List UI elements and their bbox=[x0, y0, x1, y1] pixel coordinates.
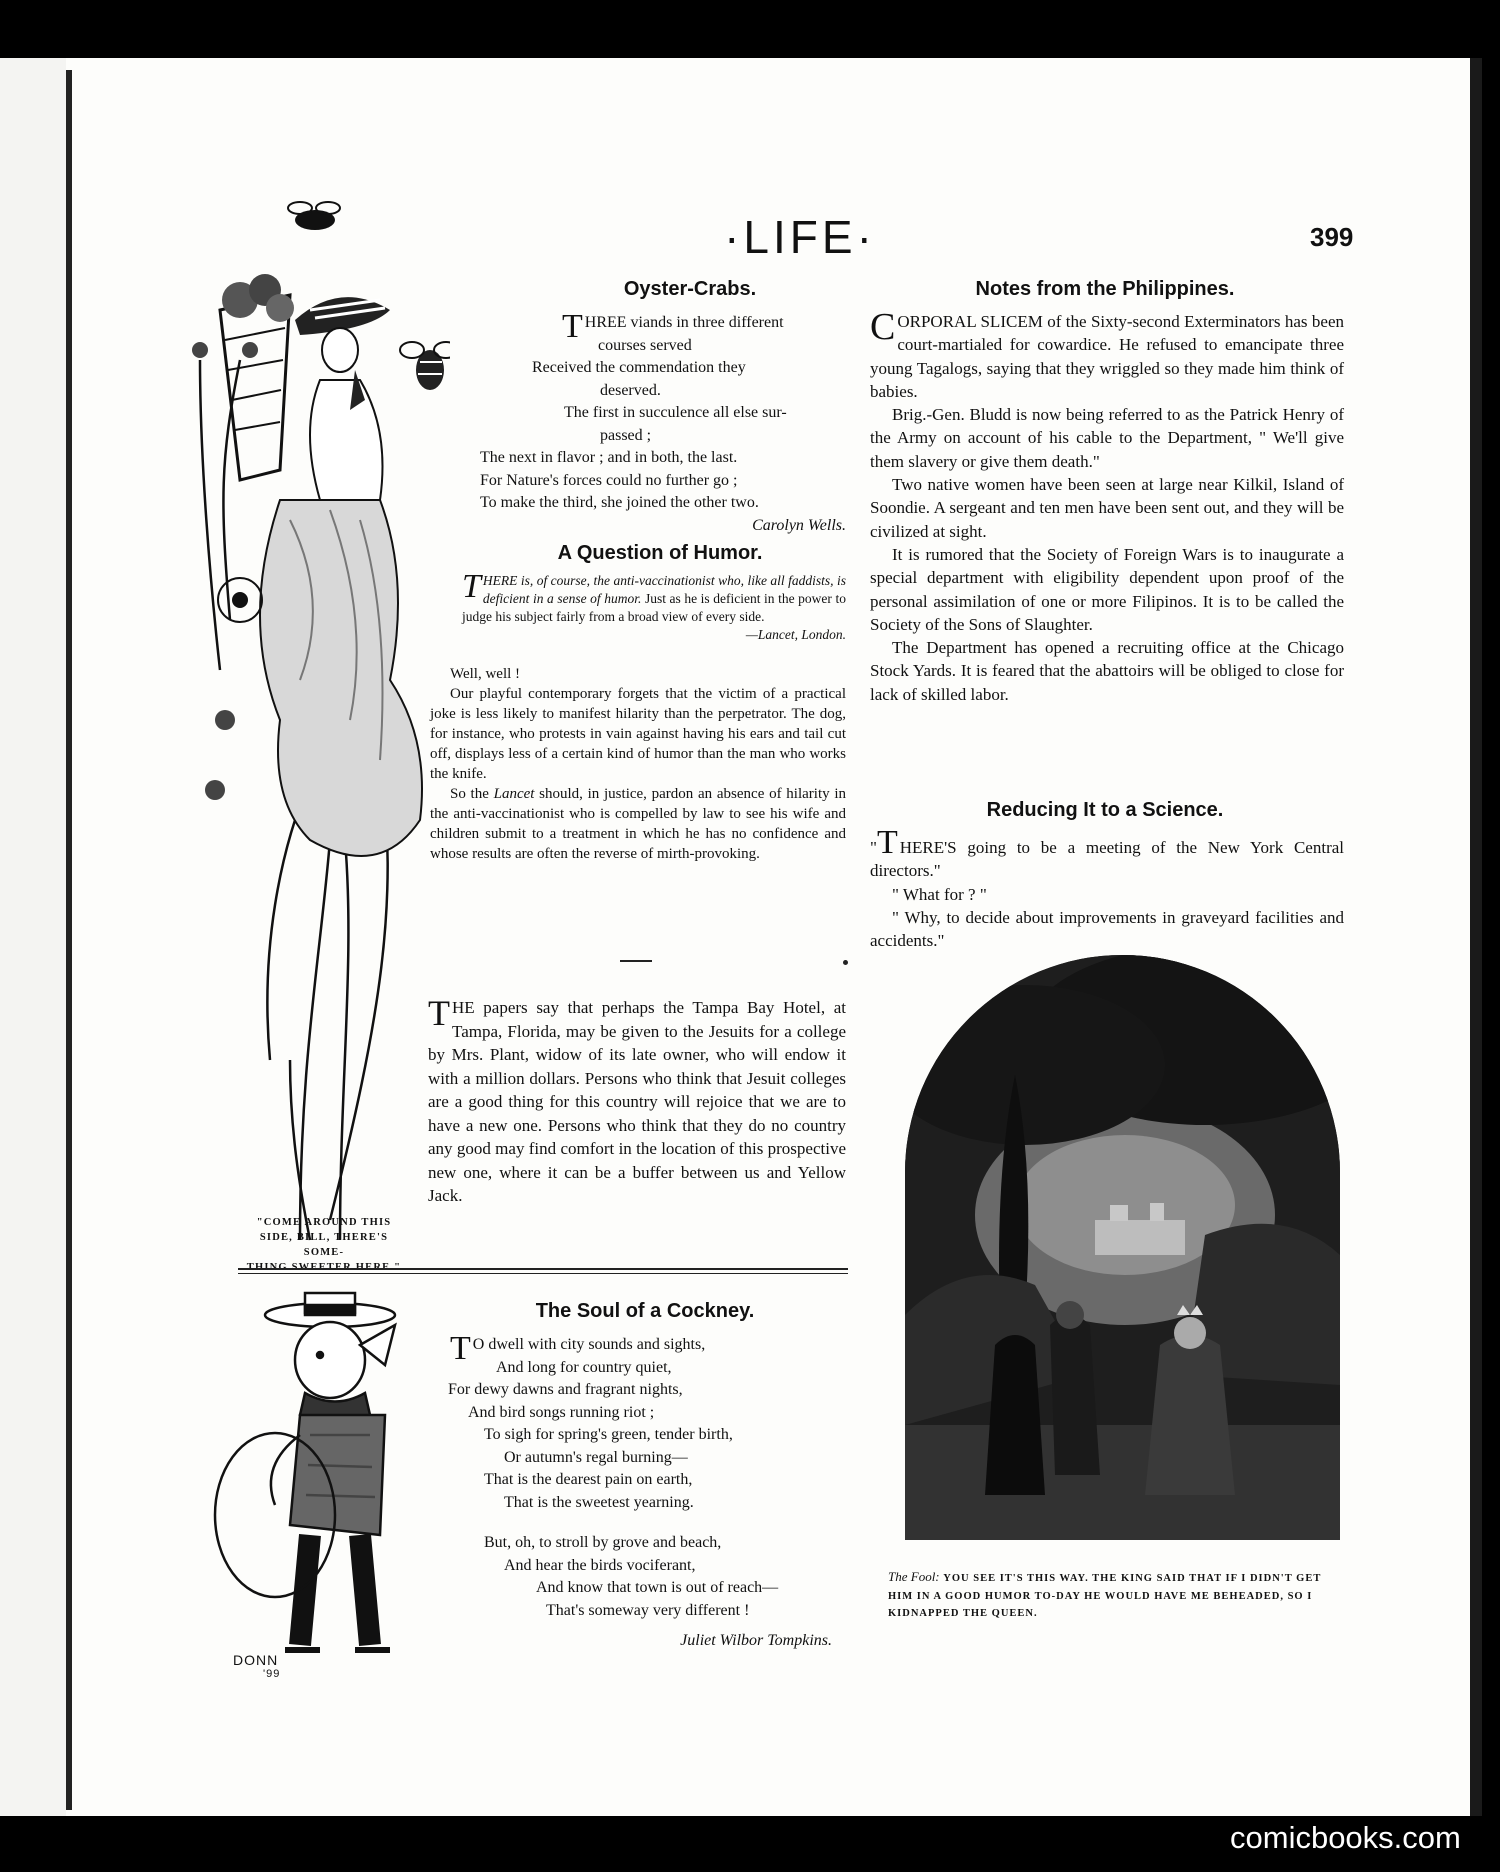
page-number: 399 bbox=[1310, 222, 1354, 252]
poem-line: For dewy dawns and fragrant nights, bbox=[448, 1381, 683, 1398]
caption-line: SIDE, BILL, THERE'S SOME- bbox=[259, 1232, 389, 1258]
poem-line: courses served bbox=[598, 336, 692, 354]
poem-line: Received the commendation they bbox=[532, 359, 746, 376]
poem-line: deserved. bbox=[600, 381, 661, 399]
dropcap: T bbox=[462, 568, 481, 605]
science-title: Reducing It to a Science. bbox=[986, 799, 1224, 821]
poem-line: The first in succulence all else sur- bbox=[564, 404, 787, 421]
paragraph: Brig.-Gen. Bludd is now being referred to as the Patrick Henry of the Army on account of his cable to the Department, " We'll give them slavery or give them death." bbox=[870, 405, 1344, 471]
paragraph: " What for ? " bbox=[892, 884, 987, 904]
cockney-title: The Soul of a Cockney. bbox=[535, 1300, 755, 1322]
poem-line: That is the dearest pain on earth, bbox=[484, 1471, 693, 1488]
paragraph: Our playful contemporary forgets that the victim of a practical joke is less likely to manifest hilarity than the perpetrator. The dog, for instance, who protests in vain against having his ears and tail cut off, displays less of a certain kind of humor than the man who works the knife. bbox=[430, 686, 846, 782]
poem-line: Or autumn's regal burning— bbox=[504, 1448, 688, 1466]
lancet-italic: Lancet bbox=[493, 786, 535, 802]
dropcap: T bbox=[428, 993, 450, 1033]
column-rule bbox=[238, 1268, 848, 1270]
caption-speaker: The Fool: bbox=[888, 1569, 940, 1584]
fool-caption bbox=[888, 1568, 1348, 1623]
philippines-body bbox=[870, 306, 1344, 706]
paragraph: " Why, to decide about improvements in graveyard facilities and accidents." bbox=[870, 907, 1344, 951]
signature-name: DONN bbox=[233, 1652, 279, 1668]
paragraph: The Department has opened a recruiting office at the Chicago Stock Yards. It is feared that the abattoirs will be obliged to close for lack of skilled labor. bbox=[870, 638, 1344, 704]
fool-king-queen-illustration bbox=[905, 955, 1340, 1540]
open-quote: " bbox=[870, 838, 877, 857]
humor-title: A Question of Humor. bbox=[557, 542, 763, 564]
text: should, in justice, pardon an absence of hilarity in the anti-vaccinationist who is compelled by law to see his wife and children submit to a treatment in which he has no confidence and whose results are often the reverse of mirth-provoking. bbox=[430, 786, 846, 862]
dropcap: T bbox=[450, 1330, 471, 1367]
paragraph: It is rumored that the Society of Foreign Wars is to inaugurate a special department with eligibility dependent upon proof of the personal assimilation of one or more Filipinos. It is to be called the Society of the Sons of Slaughter. bbox=[870, 544, 1344, 634]
poem-author: Juliet Wilbor Tompkins. bbox=[680, 1632, 832, 1649]
philippines-title: Notes from the Philippines. bbox=[975, 278, 1235, 300]
caption-line: "COME AROUND THIS bbox=[256, 1217, 392, 1228]
poem-line: passed ; bbox=[600, 426, 652, 444]
humor-quote bbox=[432, 568, 846, 644]
paragraph: Two native women have been seen at large near Kilkil, Island of Soondie. A sergeant and ten men have been sent out, and they will be civilized at sight. bbox=[870, 475, 1344, 541]
poem-line: That's someway very different ! bbox=[546, 1601, 750, 1619]
dot-mark bbox=[843, 960, 848, 965]
science-body bbox=[870, 824, 1344, 952]
poem-line: That is the sweetest yearning. bbox=[504, 1493, 694, 1511]
column-rule-thin bbox=[238, 1273, 848, 1274]
caption-text: YOU SEE IT'S THIS WAY. THE KING SAID THAT IF I DIDN'T GET HIM IN A GOOD HUMOR TO-DAY HE WOULD HAVE ME BEHEADED, SO I KIDNAPPED THE QUEEN. bbox=[888, 1573, 1322, 1619]
poem-line: But, oh, to stroll by grove and beach, bbox=[484, 1534, 722, 1551]
poem-line: And long for country quiet, bbox=[496, 1358, 672, 1376]
poem-line: The next in flavor ; and in both, the last. bbox=[480, 449, 738, 466]
poem-line: HREE viands in three different bbox=[584, 314, 784, 331]
woman-with-flowers-illustration bbox=[180, 200, 450, 1245]
cockney-poem bbox=[448, 1330, 848, 1653]
signature-year: '99 bbox=[263, 1668, 281, 1680]
poem-line: And hear the birds vociferant, bbox=[504, 1556, 696, 1574]
site-watermark: comicbooks.com bbox=[1230, 1820, 1461, 1855]
masthead-title: ·LIFE· bbox=[724, 211, 876, 263]
left-illustration-caption bbox=[238, 1215, 410, 1275]
quote-italic: HERE is, of course, the anti-vaccinationist who, like all faddists, is deficient in a sense of humor. bbox=[482, 573, 846, 606]
cockney-cartoon bbox=[200, 1285, 470, 1680]
poem-line: To sigh for spring's green, tender birth, bbox=[484, 1426, 733, 1443]
page-left-margin bbox=[0, 58, 66, 1816]
quote-text: Just as he is deficient in the power to judge his subject fairly from a broad view of every side. bbox=[462, 591, 846, 624]
page-right-edge bbox=[1470, 58, 1482, 1816]
dropcap: C bbox=[870, 306, 896, 348]
paragraph-text: ORPORAL SLICEM of the Sixty-second Exterminators has been court-martialed for cowardice. He refused to emancipate three young Tagalogs, saying that they wriggled so they made him think of babies. bbox=[870, 312, 1344, 401]
poem-line: For Nature's forces could no further go ; bbox=[480, 471, 738, 489]
oyster-crabs-poem bbox=[480, 308, 846, 537]
tampa-paragraph bbox=[428, 993, 846, 1208]
binding-edge bbox=[66, 70, 72, 1810]
oyster-crabs-title: Oyster-Crabs. bbox=[623, 278, 757, 300]
dropcap: T bbox=[562, 308, 583, 345]
section-divider bbox=[620, 960, 652, 962]
cartoon-signature bbox=[233, 1652, 280, 1680]
quote-source: —Lancet, London. bbox=[745, 627, 846, 642]
poem-author: Carolyn Wells. bbox=[752, 516, 846, 534]
poem-line: And know that town is out of reach— bbox=[536, 1579, 779, 1596]
humor-body bbox=[430, 664, 846, 864]
poem-line: O dwell with city sounds and sights, bbox=[472, 1336, 706, 1353]
dropcap: T bbox=[876, 824, 898, 861]
poem-line: To make the third, she joined the other two. bbox=[480, 494, 759, 511]
paragraph-text: HE papers say that perhaps the Tampa Bay Hotel, at Tampa, Florida, may be given to the Jesuits for a college by Mrs. Plant, widow of its late owner, who will endow it with a million dollars. Persons who think that Jesuit colleges are a good thing for this country will rejoice that we are to have a new one. Persons who think that they do no country any good may find comfort in the location of this prospective new one, where it can be a buffer between us and Yellow Jack. bbox=[428, 998, 846, 1205]
paragraph-text: HERE'S going to be a meeting of the New York Central directors." bbox=[870, 838, 1344, 881]
poem-line: And bird songs running riot ; bbox=[468, 1403, 655, 1421]
illustration-scene bbox=[905, 955, 1340, 1540]
text: So the bbox=[450, 786, 489, 802]
paragraph: Well, well ! bbox=[450, 666, 521, 682]
